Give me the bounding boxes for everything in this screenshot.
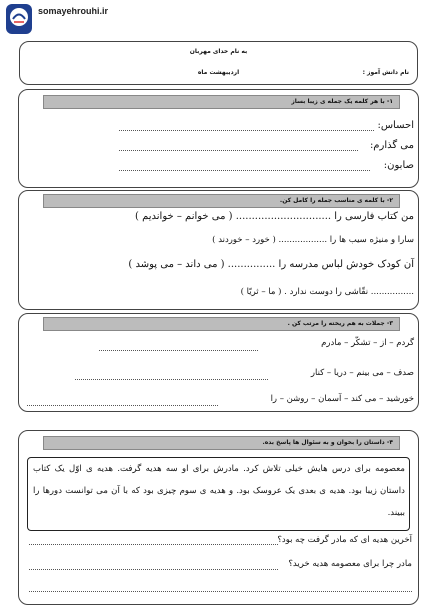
word-3: صابون: xyxy=(383,160,414,171)
story-box xyxy=(27,457,410,531)
word-1: احساس: xyxy=(377,120,414,131)
section-4 xyxy=(18,430,419,605)
question-1: آخرین هدیه ای که مادر گرفت چه بود؟ xyxy=(277,535,412,545)
section-1-title: ۱- با هر کلمه یک جمله ی زیبا بساز xyxy=(43,95,400,109)
section-3 xyxy=(18,313,419,412)
section-2-title: ۲- با کلمه ی مناسب جمله را کامل کن. xyxy=(43,194,400,208)
sentence-3: آن کودک خودش لباس مدرسه را ............... ( می داند – می پوشد ) xyxy=(128,259,414,270)
sentence-4: ................ نقّاشی را دوست ندارد . ( ما – ثریّا ) xyxy=(240,287,414,297)
site-url[interactable]: somayehrouhi.ir xyxy=(38,6,109,16)
answer-line-extra[interactable] xyxy=(29,591,412,592)
answer-line-1[interactable] xyxy=(119,130,374,131)
section-4-title: ۴- داستان را بخوان و به سئوال ها پاسخ بده. xyxy=(43,436,400,450)
page-title: به نام خدای مهربان xyxy=(189,48,248,55)
site-logo xyxy=(4,2,34,40)
question-1-line[interactable] xyxy=(29,544,278,545)
scrambled-3: خورشید – می کند – آسمان – روشن – را xyxy=(270,394,414,404)
section-1 xyxy=(18,89,419,188)
story-text: معصومه برای درس هایش خیلی تلاش کرد. مادرش برای او سه هدیه گرفت. هدیه ی اوّل یک کتاب داستان زیبا بود. هدیه ی بعدی یک عروسک بود. و هدیه ی سوم چیزی بود که با آن می توانست دورها را ببیند. xyxy=(33,464,405,518)
student-name-label: نام دانش آموز : xyxy=(362,69,409,76)
header-box xyxy=(19,41,418,85)
scrambled-answer-line-3[interactable] xyxy=(27,405,218,406)
sentence-2: سارا و منیژه سیب ها را .................. ( خورد – خوردند ) xyxy=(212,235,414,245)
scrambled-2: صدف – می بینم – دریا – کنار xyxy=(310,368,414,378)
sentence-1: من کتاب فارسی را .............................. ( می خوانم – خواندیم ) xyxy=(135,211,414,222)
section-2 xyxy=(18,190,419,310)
answer-line-2[interactable] xyxy=(119,150,358,151)
section-3-title: ۳- جملات به هم ریخته را مرتب کن . xyxy=(43,317,400,331)
word-2: می گذارم: xyxy=(369,140,414,151)
scrambled-answer-line-1[interactable] xyxy=(99,350,258,351)
scrambled-1: گردم – از – تشکّر – مادرم xyxy=(321,338,414,348)
scrambled-answer-line-2[interactable] xyxy=(75,379,268,380)
date-label: اردیبهشت ماه xyxy=(197,69,240,76)
question-2: مادر چرا برای معصومه هدیه خرید؟ xyxy=(288,559,412,569)
question-2-line[interactable] xyxy=(29,569,278,570)
answer-line-3[interactable] xyxy=(119,170,370,171)
